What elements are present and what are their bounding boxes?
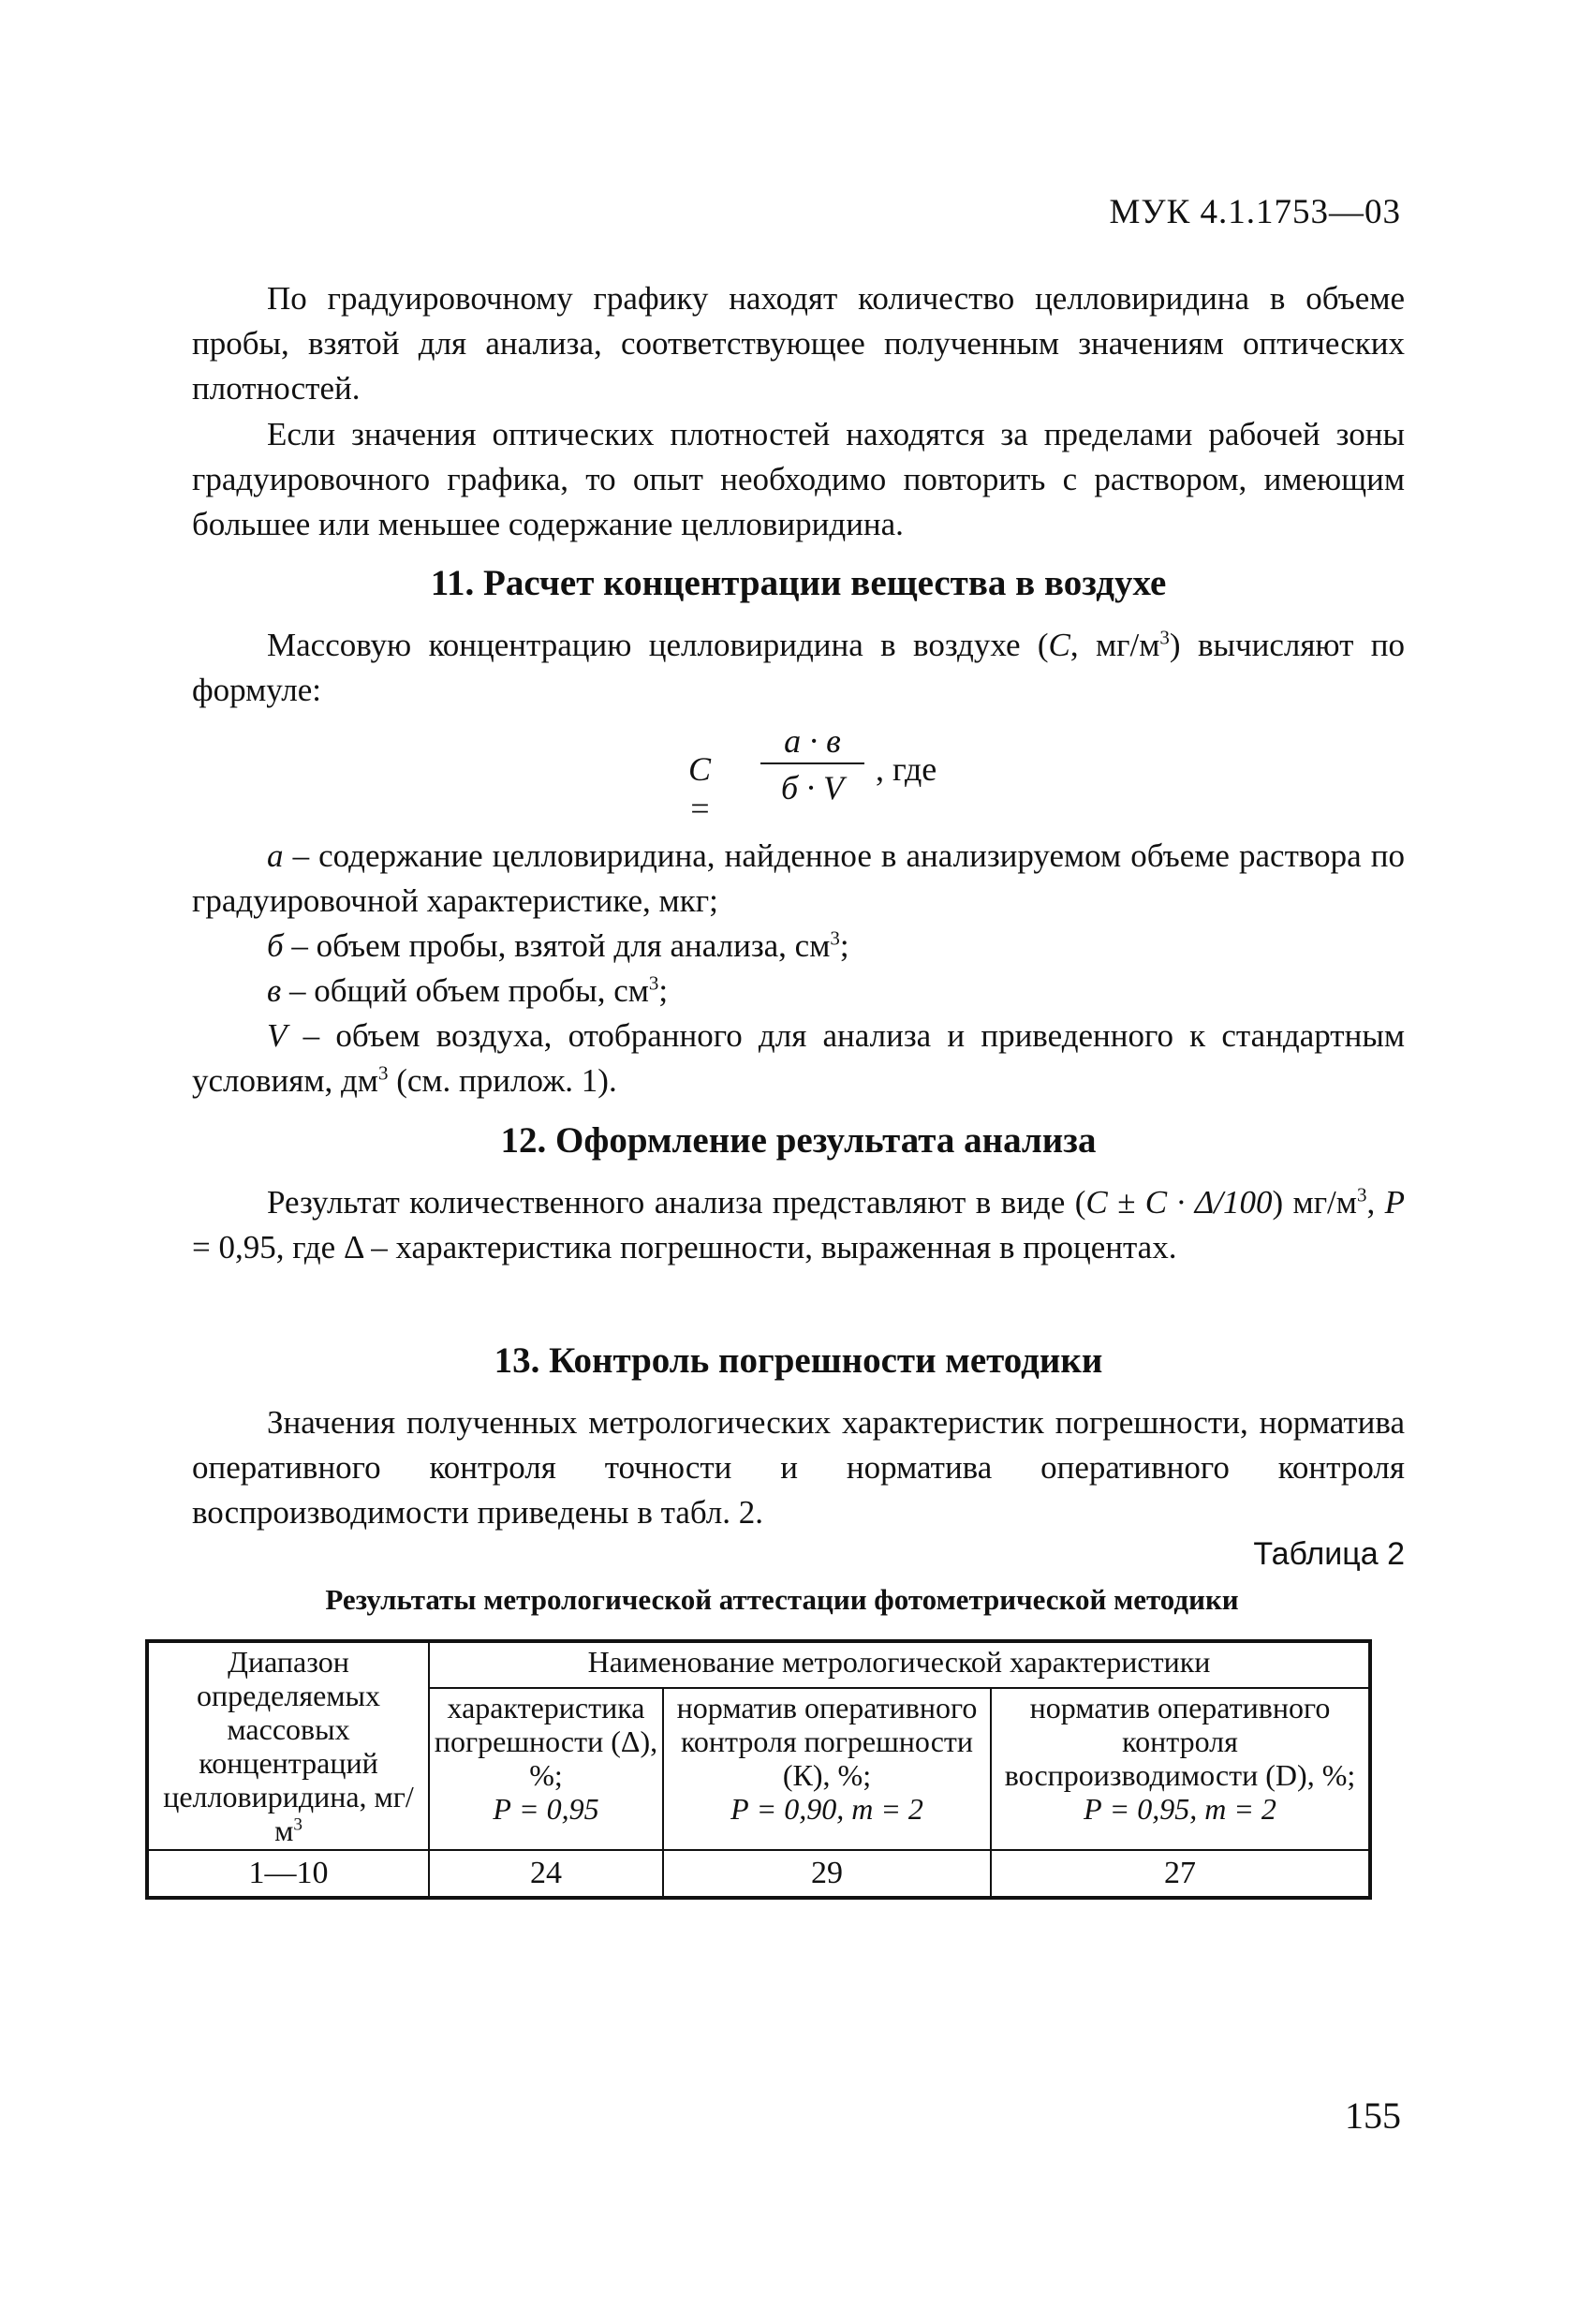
- paragraph-concentration: [192, 623, 1405, 713]
- def-a-symbol: а: [267, 837, 284, 874]
- section-13-heading: 13. Контроль погрешности методики: [494, 1340, 1103, 1381]
- def-V-sup: 3: [377, 1061, 389, 1085]
- header-delta-b: Р = 0,95: [493, 1791, 599, 1826]
- header-delta-a: характеристика погрешности (Δ), %;: [434, 1690, 658, 1792]
- table-label: Таблица 2: [1253, 1536, 1405, 1572]
- p4-text-b: ) мг/м: [1272, 1184, 1357, 1221]
- formula-denominator: б · V: [780, 769, 845, 807]
- p3-text-a: Массовую концентрацию целловиридина в воздухе (: [267, 627, 1049, 663]
- p4-text-c: ,: [1366, 1184, 1385, 1221]
- def-V-end: (см. прилож. 1).: [388, 1062, 617, 1099]
- paragraph-metrology: Значения полученных метрологических характеристик погрешности, норматива оперативного контроля точности и норматива оперативного контроля воспроизводимости приведены в табл. 2.: [192, 1404, 1405, 1531]
- header-k-b: Р = 0,90, m = 2: [730, 1791, 923, 1826]
- header-range: [147, 1641, 429, 1850]
- cell-delta: 24: [429, 1850, 663, 1898]
- p4-sup: 3: [1356, 1183, 1367, 1206]
- p3-text-b: , мг/м: [1069, 627, 1160, 663]
- table-title: Результаты метрологической аттестации фотометрической методики: [325, 1583, 1239, 1616]
- def-V-text: – объем воздуха, отобранного для анализа и приведенного к стандартным условиям, дм: [192, 1017, 1405, 1099]
- p4-text-d: = 0,95, где Δ – характеристика погрешности, выраженная в процентах.: [192, 1229, 1177, 1266]
- header-range-sup: 3: [293, 1814, 302, 1835]
- def-b-symbol: б: [267, 927, 284, 964]
- def-b-end: ;: [839, 927, 849, 964]
- header-k: [663, 1688, 991, 1850]
- cell-d: 27: [991, 1850, 1370, 1898]
- paragraph-out-of-range: Если значения оптических плотностей находятся за пределами рабочей зоны градуировочного графика, то опыт необходимо повторить с раствором, имеющим большее или меньшее содержание целловиридина.: [192, 416, 1405, 542]
- cell-range: 1—10: [147, 1850, 429, 1898]
- formula-numerator: а · в: [784, 722, 841, 760]
- p4-symbol-p: Р: [1384, 1184, 1405, 1221]
- def-b-text: – объем пробы, взятой для анализа, см: [283, 927, 831, 964]
- formula-fraction: [759, 721, 866, 809]
- def-v-sup: 3: [648, 971, 659, 995]
- page-number: 155: [1345, 2095, 1401, 2137]
- def-v-end: ;: [658, 972, 669, 1009]
- header-d-a: норматив оперативного контроля воспроизводимости (D), %;: [1004, 1690, 1356, 1792]
- header-group: Наименование метрологической характеристики: [429, 1641, 1370, 1688]
- def-b-sup: 3: [830, 926, 840, 950]
- section-12-heading: 12. Оформление результата анализа: [500, 1120, 1097, 1161]
- document-code: МУК 4.1.1753—03: [1109, 193, 1401, 231]
- def-v-text: – общий объем пробы, см: [281, 972, 649, 1009]
- definition-a: [192, 834, 1405, 924]
- header-d-b: Р = 0,95, m = 2: [1084, 1791, 1276, 1826]
- formula-lhs: С =: [688, 750, 712, 827]
- p3-text-d: ) вычисляют по формуле:: [192, 627, 1406, 708]
- p4-text-a: Результат количественного анализа представляют в виде (: [267, 1184, 1086, 1221]
- formula-where: , где: [876, 750, 937, 788]
- metrology-table: [145, 1639, 1372, 1900]
- definition-v: [192, 969, 1405, 1014]
- p3-symbol-c: С: [1048, 627, 1070, 663]
- section-11-heading: 11. Расчет концентрации вещества в воздухе: [430, 563, 1167, 603]
- paragraph-calibration: По градуировочному графику находят количество целловиридина в объеме пробы, взятой для анализа, соответствующее полученным значениям оптических плотностей.: [192, 280, 1405, 407]
- header-d: [991, 1688, 1370, 1850]
- cell-k: 29: [663, 1850, 991, 1898]
- table-header-row-1: [147, 1641, 1370, 1688]
- def-v-symbol: в: [267, 972, 282, 1009]
- formula-definitions: [192, 834, 1405, 1103]
- def-a-text: – содержание целловиридина, найденное в анализируемом объеме раствора по градуировочной характеристике, мкг;: [192, 837, 1405, 919]
- header-range-text: Диапазон определяемых массовых концентраций целловиридина, мг/м: [163, 1645, 414, 1847]
- def-V-symbol: V: [267, 1017, 288, 1054]
- definition-air-volume: [192, 1014, 1405, 1103]
- header-k-a: норматив оперативного контроля погрешности (К), %;: [676, 1690, 978, 1792]
- table-row: [147, 1850, 1370, 1898]
- paragraph-result-format: [192, 1180, 1405, 1270]
- p3-sup: 3: [1159, 626, 1170, 649]
- definition-b: [192, 924, 1405, 969]
- header-delta: [429, 1688, 663, 1850]
- p4-expression: С ± С · Δ/100: [1085, 1184, 1273, 1221]
